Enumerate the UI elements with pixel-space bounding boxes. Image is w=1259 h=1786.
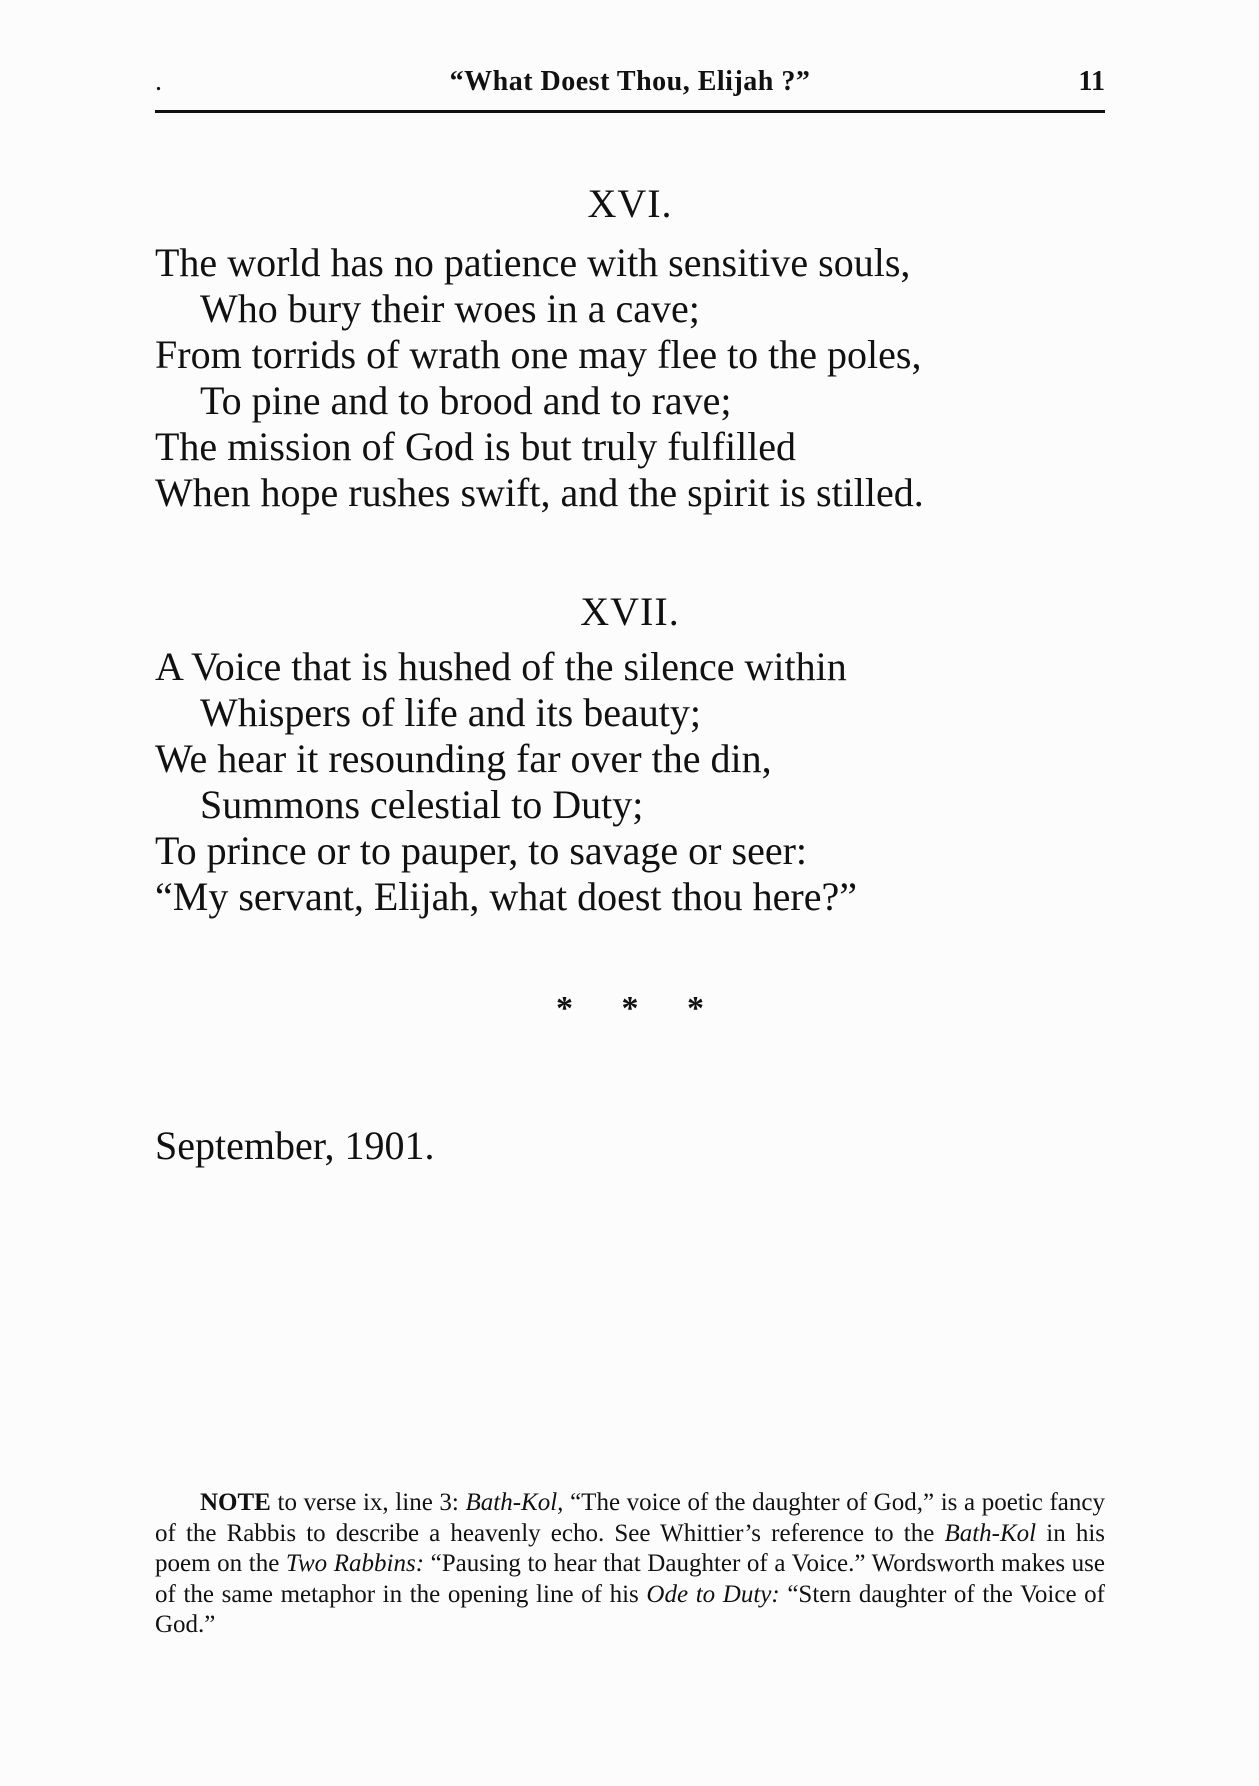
asterisk: * (556, 990, 573, 1027)
verse-line: When hope rushes swift, and the spirit is stilled. (155, 470, 924, 515)
stanza-xvii (155, 644, 1115, 920)
footnote (155, 1488, 1105, 1641)
verse-line: From torrids of wrath one may flee to the poles, (155, 332, 922, 377)
stanza-numeral-xvii: XVII. (580, 589, 680, 634)
verse-line: We hear it resounding far over the din, (155, 736, 772, 781)
asterism-divider (155, 990, 1105, 1028)
verse-line: “My servant, Elijah, what doest thou here?” (155, 874, 857, 919)
running-title: “What Doest Thou, Elijah ?” (449, 66, 811, 97)
page-number: 11 (1078, 66, 1105, 97)
stanza-numeral-xvi: XVI. (587, 181, 673, 226)
header-rule (155, 110, 1105, 113)
header-mark: . (155, 66, 162, 97)
verse-line: Summons celestial to Duty; (200, 782, 644, 827)
stanza-xvi (155, 240, 1115, 516)
verse-line: The world has no patience with sensitive souls, (155, 240, 911, 285)
note-label: NOTE (200, 1489, 271, 1516)
verse-line: Whispers of life and its beauty; (200, 690, 701, 735)
verse-line: A Voice that is hushed of the silence within (155, 644, 847, 689)
footnote-text: NOTE to verse ix, line 3: Bath-Kol, “The voice of the daughter of God,” is a poetic fancy of the Rabbis to describe a heavenly echo. See Whittier’s reference to the Bath-Kol in his poem on the Two Rabbins: “Pausing to hear that Daughter of a Voice.” Wordsworth makes use of the same metaphor in the opening line of his Ode to Duty: “Stern daughter of the Voice of God.” (155, 1489, 1105, 1638)
verse-line: Who bury their woes in a cave; (200, 286, 700, 331)
verse-line: To pine and to brood and to rave; (200, 378, 732, 423)
page-header (155, 62, 1105, 102)
asterisk: * (687, 990, 704, 1027)
date-line: September, 1901. (155, 1123, 435, 1168)
asterisk: * (621, 990, 639, 1027)
verse-line: To prince or to pauper, to savage or seer: (155, 828, 808, 873)
verse-line: The mission of God is but truly fulfilled (155, 424, 797, 469)
